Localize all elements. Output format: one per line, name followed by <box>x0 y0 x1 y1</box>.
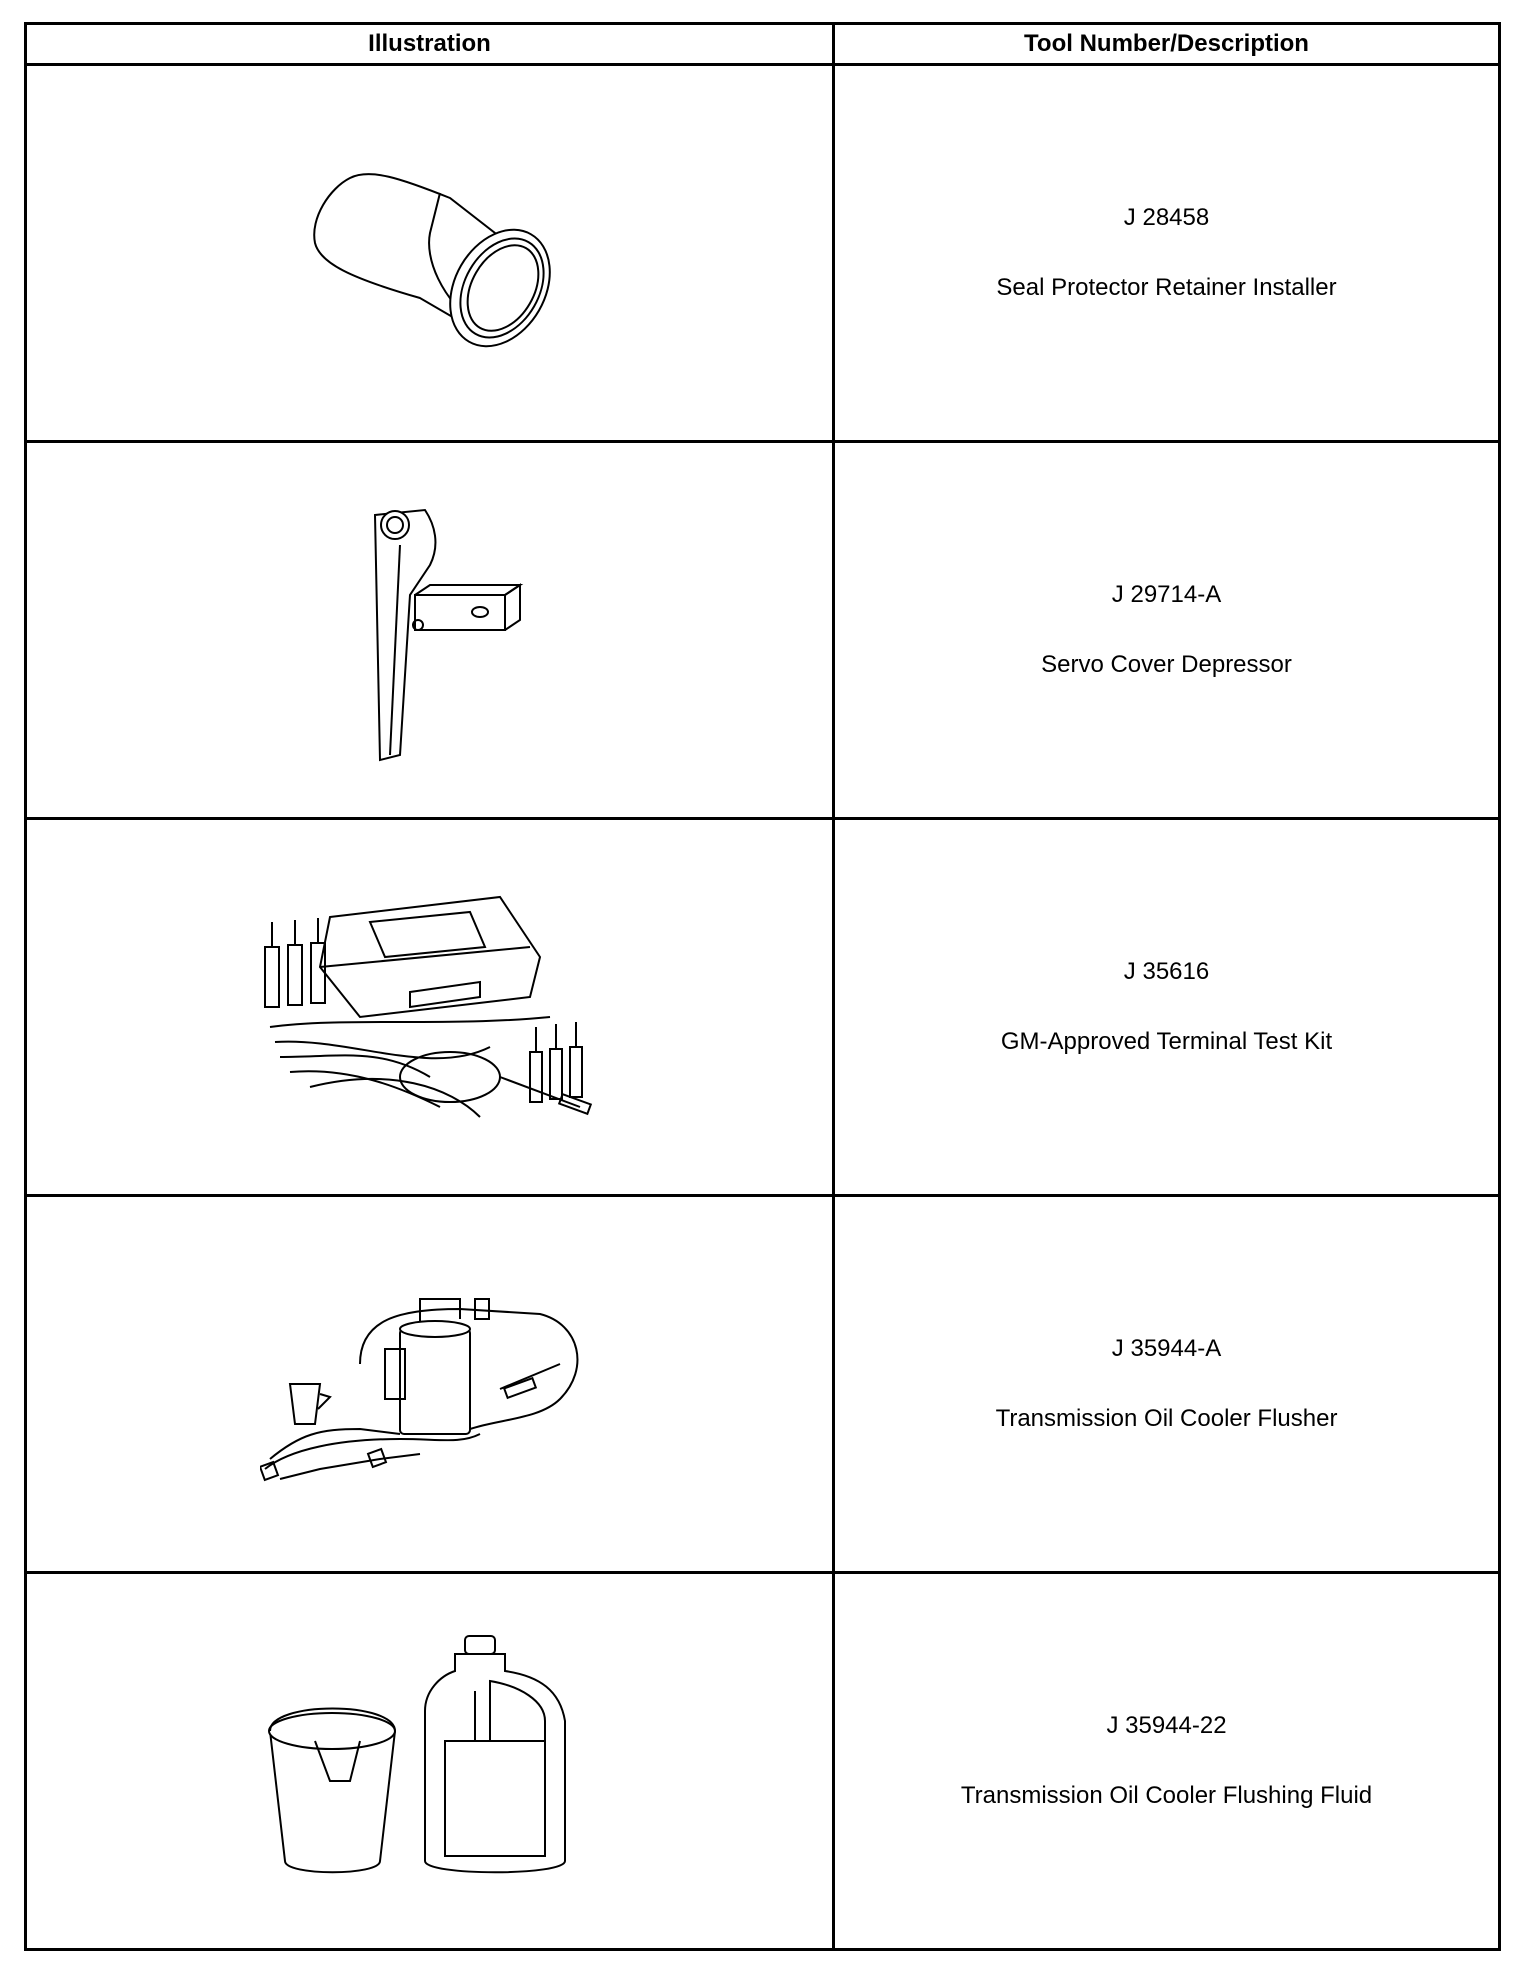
table-header-row <box>26 24 1500 65</box>
description-cell <box>834 442 1500 819</box>
table-row <box>26 65 1500 442</box>
tool-number: J 35944-22 <box>1106 1712 1227 1739</box>
header-illustration: Illustration <box>26 24 834 65</box>
tool-number: J 29714-A <box>1111 581 1222 608</box>
illustration-cell <box>26 819 834 1196</box>
tool-number: J 35616 <box>1123 958 1210 985</box>
seal-protector-installer-icon <box>290 138 570 368</box>
tool-description: Servo Cover Depressor <box>1041 651 1292 678</box>
tool-number: J 35944-A <box>1111 1335 1222 1362</box>
tool-description: GM-Approved Terminal Test Kit <box>1000 1028 1333 1055</box>
tool-description: Seal Protector Retainer Installer <box>996 274 1337 301</box>
illustration-cell <box>26 65 834 442</box>
description-cell <box>834 819 1500 1196</box>
tool-number: J 28458 <box>1123 204 1210 231</box>
illustration-cell <box>26 442 834 819</box>
header-tool-number-description: Tool Number/Description <box>834 24 1500 65</box>
illustration-cell <box>26 1573 834 1950</box>
table-row <box>26 819 1500 1196</box>
terminal-test-kit-icon <box>250 877 610 1137</box>
oil-cooler-flusher-icon <box>260 1269 600 1499</box>
table-row <box>26 1573 1500 1950</box>
flushing-fluid-jug-icon <box>260 1631 600 1891</box>
illustration-cell <box>26 1196 834 1573</box>
special-tools-table <box>24 22 1501 1951</box>
description-cell <box>834 1196 1500 1573</box>
description-cell <box>834 65 1500 442</box>
table-row <box>26 1196 1500 1573</box>
tool-description: Transmission Oil Cooler Flushing Fluid <box>960 1782 1373 1809</box>
tool-description: Transmission Oil Cooler Flusher <box>995 1405 1338 1432</box>
table-row <box>26 442 1500 819</box>
servo-cover-depressor-icon <box>330 485 530 775</box>
description-cell <box>834 1573 1500 1950</box>
